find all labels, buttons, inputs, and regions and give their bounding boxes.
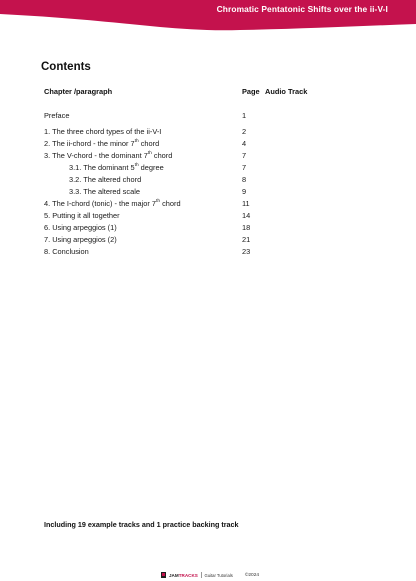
logo-mark-icon [161,572,166,578]
toc-entry-title: 3.2. The altered chord [69,175,142,184]
contents-heading: Contents [41,61,91,73]
toc-entry-title: 3.1. The dominant 5th degree [69,162,164,172]
toc-entry-page: 1 [242,111,247,120]
toc-entry-title: 8. Conclusion [44,247,89,256]
toc-entry-title: 7. Using arpeggios (2) [44,235,117,244]
logo-divider [201,572,202,578]
toc-entry-page: 7 [242,163,247,172]
toc-entry-page: 7 [242,151,247,160]
toc-entry-page: 18 [242,223,251,232]
toc-row [0,163,416,173]
toc-row [0,223,416,233]
toc-row [0,187,416,197]
header-band [0,0,416,40]
toc-entry-page: 21 [242,235,251,244]
toc-entry-title: 3.3. The altered scale [69,187,140,196]
tracks-note: Including 19 example tracks and 1 practice backing track [44,520,239,529]
toc-entry-page: 14 [242,211,251,220]
column-header-page: Page [242,87,260,96]
toc-entry-page: 4 [242,139,247,148]
toc-row [0,211,416,221]
toc-row [0,235,416,245]
toc-entry-title: 4. The I-chord (tonic) - the major 7th chord [44,198,181,208]
toc-row [0,151,416,161]
column-header-chapter: Chapter /paragraph [44,87,113,96]
toc-row [0,247,416,257]
copyright: ©2024 [244,572,260,578]
toc-entry-title: Preface [44,111,70,120]
toc-row [0,139,416,149]
document-title: Chromatic Pentatonic Shifts over the ii-V-I [216,4,388,14]
toc-row [0,199,416,209]
toc-entry-title: 2. The ii-chord - the minor 7th chord [44,138,160,148]
toc-entry-page: 23 [242,247,251,256]
toc-row [0,127,416,137]
logo-subtitle: Guitar Tutorials [204,572,233,578]
toc-row [0,175,416,185]
toc-entry-title: 5. Putting it all together [44,211,120,220]
toc-entry-title: 6. Using arpeggios (1) [44,223,117,232]
column-header-audio-track: Audio Track [265,87,308,96]
logo-wordmark: JAMTRACKS [169,572,198,578]
toc-entry-title: 3. The V-chord - the dominant 7th chord [44,150,173,160]
toc-entry-page: 2 [242,127,247,136]
toc-row [0,111,416,121]
toc-entry-page: 8 [242,175,247,184]
toc-entry-page: 9 [242,187,247,196]
publisher-logo [161,571,259,579]
toc-entry-page: 11 [242,199,250,208]
toc-entry-title: 1. The three chord types of the ii-V-I [44,127,162,136]
